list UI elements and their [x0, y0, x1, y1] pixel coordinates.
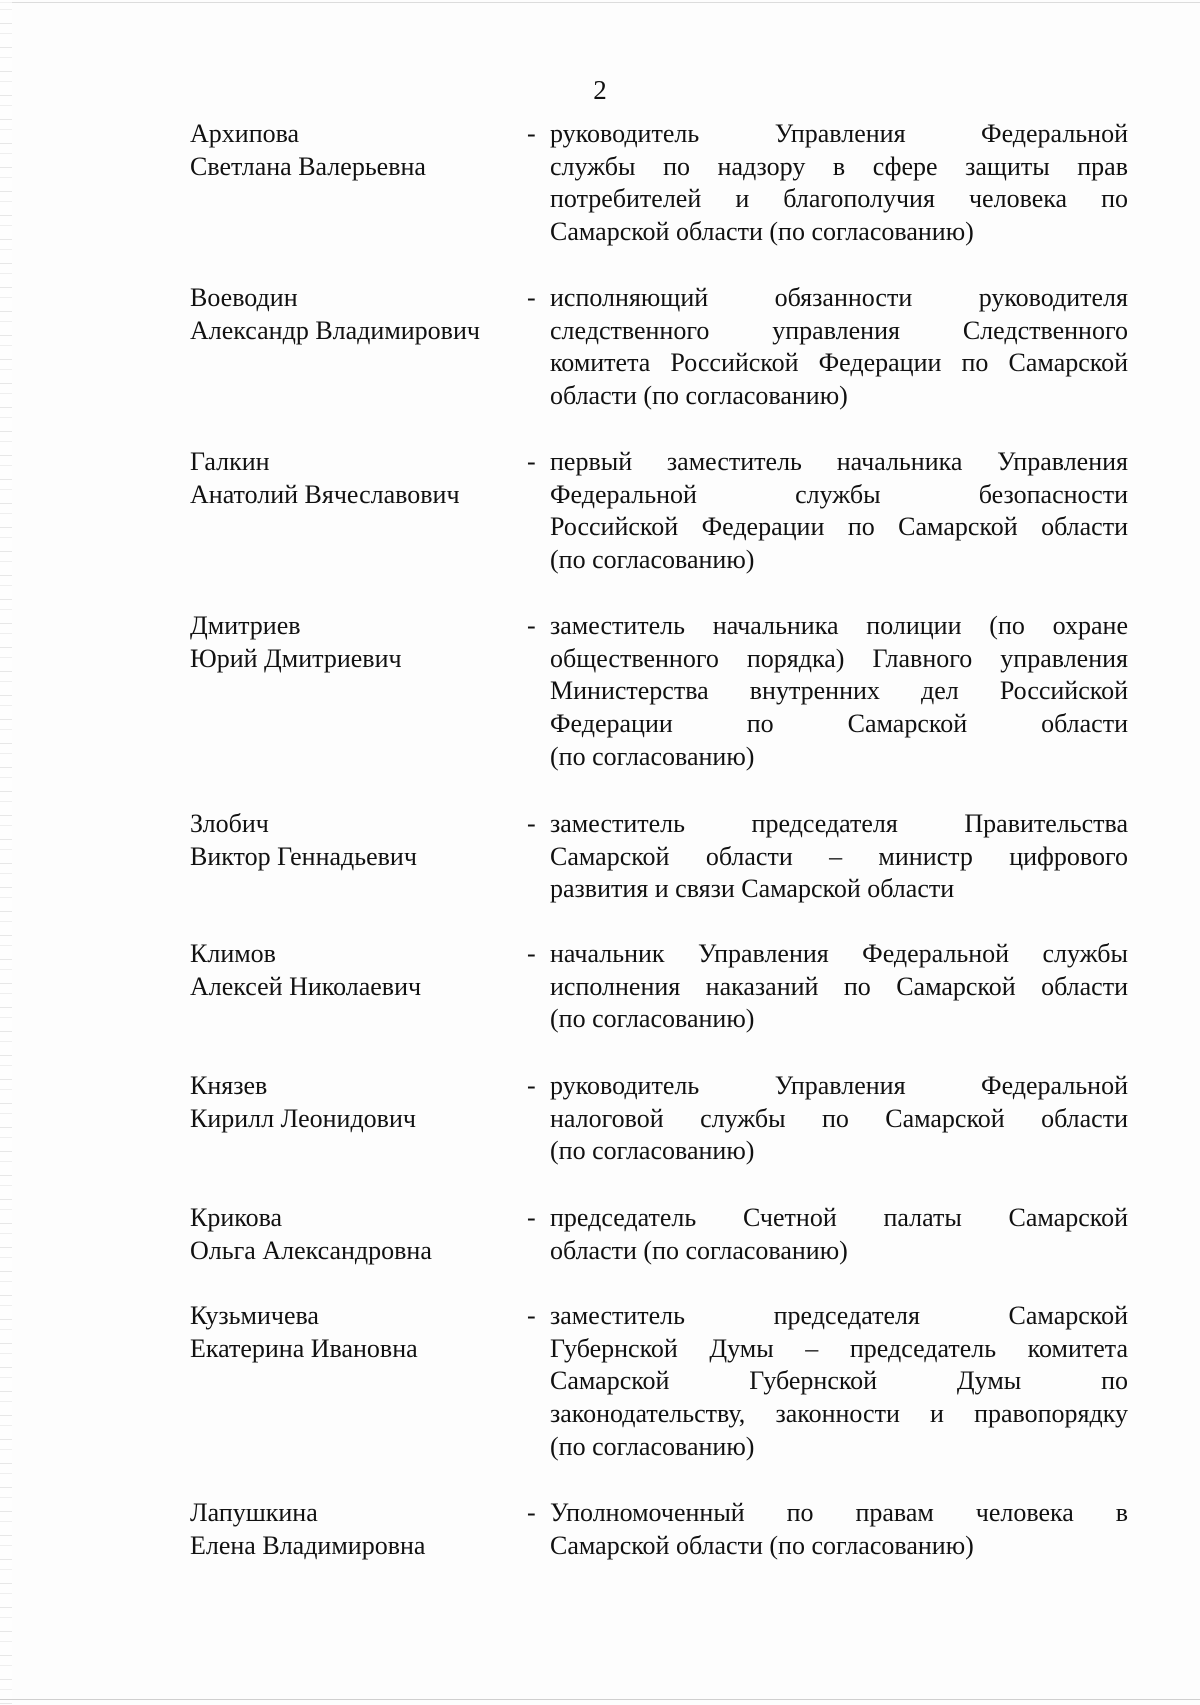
member-name — [190, 1497, 520, 1562]
member-given-names: Кирилл Леонидович — [190, 1103, 416, 1133]
member-name — [190, 938, 520, 1003]
member-given-names: Александр Владимирович — [190, 315, 480, 345]
member-name — [190, 282, 520, 347]
dash-separator: - — [527, 1071, 536, 1100]
member-position — [550, 808, 1128, 906]
member-surname: Архипова — [190, 119, 300, 148]
position-line: развития и связи Самарской области — [550, 874, 955, 904]
member-surname: Лапушкина — [190, 1498, 318, 1527]
member-position — [550, 1497, 1128, 1562]
position-line: Уполномоченный по правам человека в — [550, 1498, 1128, 1527]
member-given-names: Виктор Геннадьевич — [190, 841, 417, 871]
position-line: Самарской области (по согласованию) — [550, 217, 974, 247]
position-line: Самарской области (по согласованию) — [550, 1530, 974, 1560]
member-position — [550, 610, 1128, 774]
scan-edge-top — [0, 2, 1200, 3]
member-given-names: Екатерина Ивановна — [190, 1333, 418, 1363]
position-line: руководитель Управления Федеральной — [550, 1071, 1128, 1100]
position-line: Российской Федерации по Самарской области — [550, 512, 1128, 542]
member-surname: Дмитриев — [190, 611, 301, 640]
position-line: (по согласованию) — [550, 741, 755, 771]
member-surname: Князев — [190, 1071, 268, 1100]
position-line: исполняющий обязанности руководителя — [550, 283, 1128, 312]
member-surname: Галкин — [190, 447, 270, 476]
position-line: общественного порядка) Главного управления — [550, 643, 1128, 673]
dash-separator: - — [527, 1203, 536, 1232]
position-line: службы по надзору в сфере защиты прав — [550, 151, 1128, 181]
member-name — [190, 808, 520, 873]
position-line: исполнения наказаний по Самарской области — [550, 971, 1128, 1001]
position-line: (по согласованию) — [550, 1004, 755, 1034]
member-position — [550, 1202, 1128, 1267]
position-line: первый заместитель начальника Управления — [550, 447, 1128, 476]
member-surname: Климов — [190, 939, 276, 968]
page-number: 2 — [593, 75, 607, 105]
member-surname: Кузьмичева — [190, 1301, 319, 1330]
member-name — [190, 446, 520, 511]
member-position — [550, 938, 1128, 1036]
member-name — [190, 1070, 520, 1135]
member-name — [190, 118, 520, 183]
member-given-names: Ольга Александровна — [190, 1235, 432, 1265]
member-name — [190, 610, 520, 675]
member-name — [190, 1202, 520, 1267]
member-given-names: Анатолий Вячеславович — [190, 479, 460, 509]
position-line: области (по согласованию) — [550, 1235, 848, 1265]
position-line: потребителей и благополучия человека по — [550, 184, 1128, 214]
dash-separator: - — [527, 283, 536, 312]
position-line: Федерации по Самарской области — [550, 709, 1128, 739]
position-line: председатель Счетной палаты Самарской — [550, 1203, 1128, 1232]
dash-separator: - — [527, 119, 536, 148]
position-line: налоговой службы по Самарской области — [550, 1103, 1128, 1133]
position-line: Министерства внутренних дел Российской — [550, 676, 1128, 706]
member-position — [550, 446, 1128, 577]
position-line: Самарской Губернской Думы по — [550, 1366, 1128, 1396]
scan-edge-bottom — [0, 1699, 1200, 1700]
dash-separator: - — [527, 447, 536, 476]
position-line: области (по согласованию) — [550, 381, 848, 411]
member-position — [550, 118, 1128, 249]
dash-separator: - — [527, 809, 536, 838]
position-line: заместитель председателя Самарской — [550, 1301, 1128, 1330]
position-line: (по согласованию) — [550, 1136, 755, 1166]
member-given-names: Алексей Николаевич — [190, 971, 422, 1001]
position-line: Губернской Думы – председатель комитета — [550, 1333, 1128, 1363]
member-position — [550, 1070, 1128, 1168]
position-line: заместитель председателя Правительства — [550, 809, 1128, 838]
position-line: законодательству, законности и правопорядку — [550, 1399, 1128, 1429]
member-given-names: Светлана Валерьевна — [190, 151, 426, 181]
member-given-names: Елена Владимировна — [190, 1530, 426, 1560]
scan-edge-left — [0, 0, 12, 1705]
position-line: (по согласованию) — [550, 1431, 755, 1461]
position-line: (по согласованию) — [550, 545, 755, 575]
member-surname: Злобич — [190, 809, 269, 838]
position-line: следственного управления Следственного — [550, 315, 1128, 345]
dash-separator: - — [527, 1301, 536, 1330]
member-position — [550, 1300, 1128, 1464]
position-line: начальник Управления Федеральной службы — [550, 939, 1128, 968]
member-name — [190, 1300, 520, 1365]
position-line: руководитель Управления Федеральной — [550, 119, 1128, 148]
member-position — [550, 282, 1128, 413]
member-surname: Воеводин — [190, 283, 298, 312]
dash-separator: - — [527, 939, 536, 968]
position-line: Федеральной службы безопасности — [550, 479, 1128, 509]
member-given-names: Юрий Дмитриевич — [190, 643, 402, 673]
position-line: заместитель начальника полиции (по охране — [550, 611, 1128, 640]
position-line: Самарской области – министр цифрового — [550, 841, 1128, 871]
member-surname: Крикова — [190, 1203, 283, 1232]
position-line: комитета Российской Федерации по Самарской — [550, 348, 1128, 378]
dash-separator: - — [527, 611, 536, 640]
dash-separator: - — [527, 1498, 536, 1527]
